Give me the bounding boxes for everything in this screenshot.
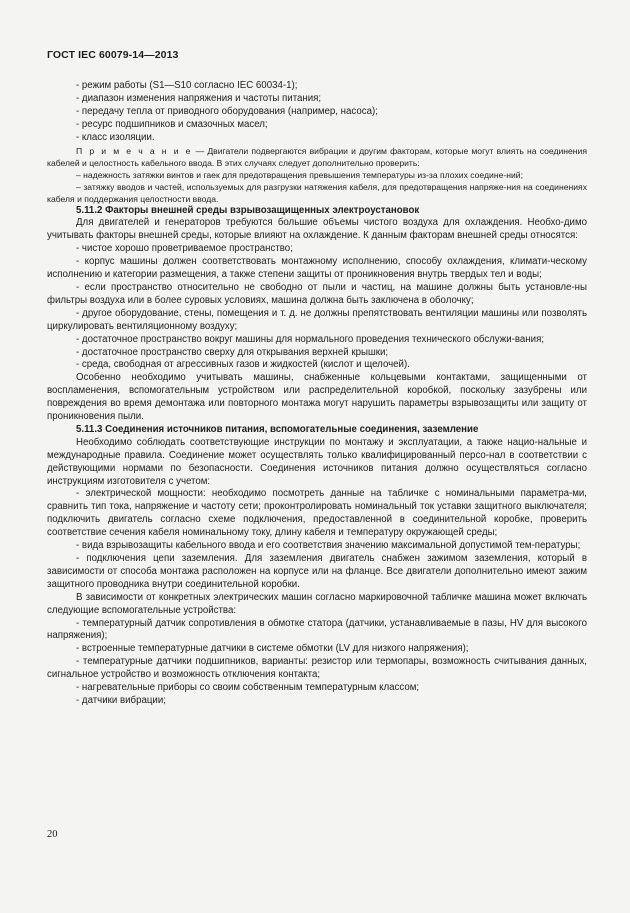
page-header: ГОСТ IEC 60079-14—2013	[47, 49, 179, 61]
note-paragraph	[47, 145, 587, 169]
list-item: - температурный датчик сопротивления в обмотке статора (датчики, устанавливаемые в пазы, HV для высокого напряжения);	[47, 617, 587, 642]
list-item: - вида взрывозащиты кабельного ввода и его соответствия значению максимальной допустимой тем-пературы;	[76, 540, 581, 552]
paragraph: Для двигателей и генераторов требуются большие объемы чистого воздуха для охлаждения. Необхо-димо учитывать факторы внешней среды, которые влияют на охлаждение. К данным факторам внешней среды относятся:	[47, 217, 587, 242]
paragraph: Особенно необходимо учитывать машины, снабженные кольцевыми контактами, защищенными от воспламенения, вспомогательным устройством или распределительной коробкой, поскольку зазубрены или повреждения во время демонтажа или повторного монтажа могут нарушить параметры взрывозащиты или защиту от проникновения пыли.	[47, 372, 587, 423]
list-item: - передачу тепла от приводного оборудования (например, насоса);	[76, 105, 378, 117]
note-item: – затяжку вводов и частей, используемых для разгрузки натяжения кабеля, для предотвращения напряже-ния на соединениях кабеля и поддержания целостности ввода.	[47, 181, 587, 204]
section-heading-5-11-3: 5.11.3 Соединения источников питания, вспомогательные соединения, заземление	[76, 423, 479, 435]
section-heading-5-11-2: 5.11.2 Факторы внешней среды взрывозащищенных электроустановок	[76, 204, 420, 216]
list-item: - если пространство относительно не свободно от пыли и частиц, на машине должны быть установле-ны фильтры воздуха или в более суровых условиях, машина должна быть заключена в оболочку;	[47, 281, 587, 306]
note-label: П р и м е ч а н и е	[76, 145, 193, 156]
list-item: - температурные датчики подшипников, варианты: резистор или термопары, возможность считывания данных, сигнальное устройство и возможность отключения контакта;	[47, 656, 587, 681]
list-item: - корпус машины должен соответствовать монтажному исполнению, способу охлаждения, климати-ческому исполнению и категории размещения, а также степени защиты от проникновения внутрь твердых тел и воды;	[47, 256, 587, 281]
list-item: - класс изоляции.	[76, 131, 155, 143]
list-item: - диапазон изменения напряжения и частоты питания;	[76, 92, 322, 104]
paragraph: Необходимо соблюдать соответствующие инструкции по монтажу и эксплуатации, а также нацио-нальные и международные правила. Соединение может осуществлять только квалифицированный персо-нал в соответствии с действующими нормами по безопасности. Соединения источников питания должно осуществляться согласно инструкциям изготовителя с учетом:	[47, 436, 587, 487]
list-item: - достаточное пространство вокруг машины для нормального проведения технического обслужи-вания;	[76, 333, 545, 345]
note-item: – надежность затяжки винтов и гаек для предотвращения превышения температуры из-за плохих соедине-ний;	[76, 169, 523, 180]
list-item: - подключения цепи заземления. Для заземления двигатель снабжен зажимом заземления, который в зависимости от способа монтажа расположен на корпусе или на фланце. Все двигатели дополнительно имеют зажим защитного проводника внутри соединительной коробки.	[47, 553, 587, 590]
list-item: - электрической мощности: необходимо посмотреть данные на табличке с номинальными параметра-ми, сравнить тип тока, напряжение и частоту сети; проконтролировать номинальный ток уставки защитного выключателя; подключить двигатель согласно схеме подключения, предоставленной в соединительной коробке, проверить соответствие сечения кабеля номинальному току, длину кабеля и температуру окружающей среды;	[47, 488, 587, 539]
list-item: - ресурс подшипников и смазочных масел;	[76, 118, 268, 130]
paragraph: В зависимости от конкретных электрических машин согласно маркировочной табличке машина может включать следующие вспомогательные устройства:	[47, 591, 587, 616]
note-text: — Двигатели подвергаются вибрации и другим факторам, которые могут влиять на соединения кабелей и целостность кабельного ввода. В этих случаях следует дополнительно проверить:	[47, 145, 587, 168]
list-item: - нагревательные приборы со своим собственным температурным классом;	[76, 682, 420, 694]
list-item: - режим работы (S1—S10 согласно IEC 60034-1);	[76, 80, 298, 91]
list-item: - встроенные температурные датчики в системе обмотки (LV для низкого напряжения);	[76, 643, 469, 655]
page-body	[47, 80, 587, 708]
list-item: - достаточное пространство сверху для открывания верхней крышки;	[76, 346, 389, 358]
page-number: 20	[47, 829, 58, 840]
list-item: - среда, свободная от агрессивных газов и жидкостей (кислот и щелочей).	[76, 359, 410, 371]
list-item: - датчики вибрации;	[76, 694, 166, 706]
list-item: - другое оборудование, стены, помещения и т. д. не должны препятствовать вентиляции машины или позволять циркулировать вентиляционному воздуху;	[47, 307, 587, 332]
list-item: - чистое хорошо проветриваемое пространство;	[76, 243, 293, 255]
